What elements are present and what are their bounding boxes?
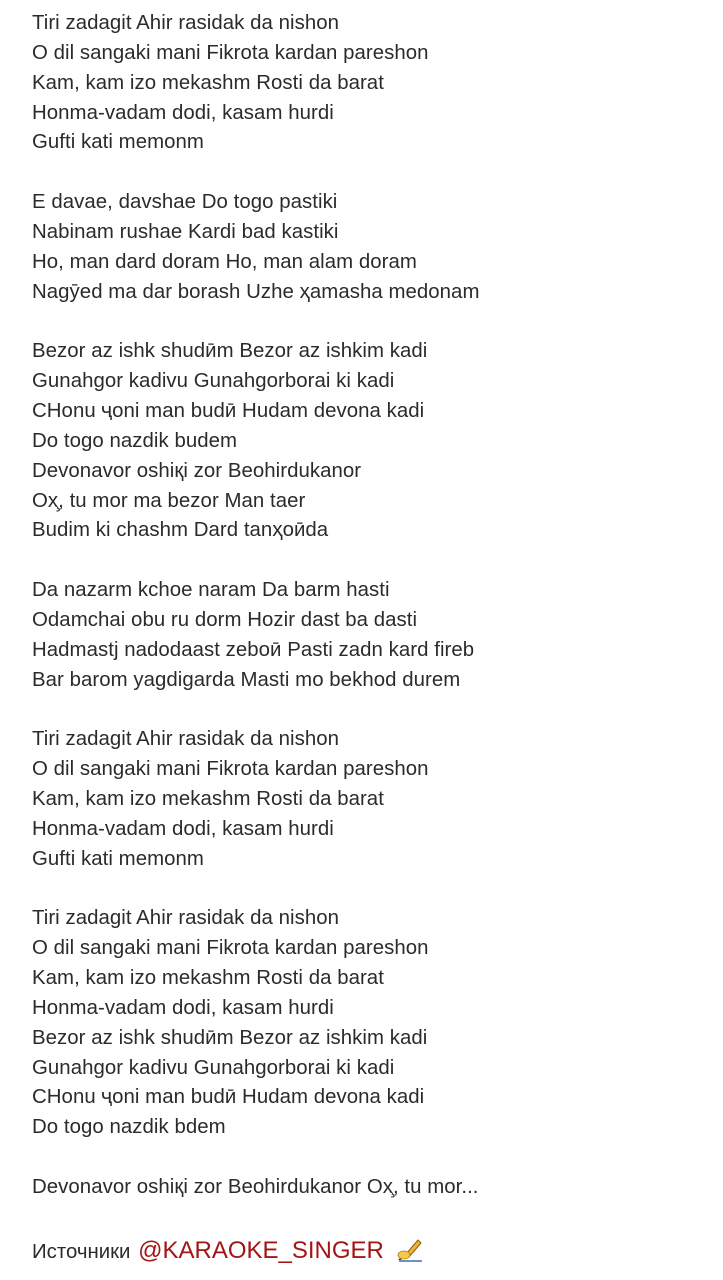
- lyrics-body: [32, 9, 712, 1233]
- lyric-line: O dil sangaki mani Fikrota kardan pareshon: [32, 758, 429, 781]
- lyric-line: Gufti kati memonm: [32, 131, 204, 154]
- lyric-line: Honma-vadam dodi, kasam hurdi: [32, 101, 334, 124]
- lyric-line: E davae, davshae Do togo pastiki: [32, 191, 338, 214]
- lyric-line: Bezor az ishk shudӣm Bezor az ishkim kadi: [32, 1026, 428, 1049]
- lyric-line: Kam, kam izo mekashm Rosti da barat: [32, 967, 384, 989]
- stanza: [32, 1173, 712, 1203]
- lyric-line: Kam, kam izo mekashm Rosti da barat: [32, 787, 384, 810]
- lyric-line: Gunahgor kadivu Gunahgorborai ki kadi: [32, 1056, 395, 1079]
- lyric-line: O dil sangaki mani Fikrota kardan pareshon: [32, 41, 429, 64]
- writing-hand-icon: [396, 1236, 424, 1262]
- stanza: [32, 904, 712, 1143]
- lyric-line: Kam, kam izo mekashm Rosti da barat: [32, 71, 384, 94]
- source-handle[interactable]: @KARAOKE_SINGER: [138, 1237, 384, 1264]
- lyric-line: Do togo nazdik budem: [32, 429, 238, 452]
- lyric-line: Devonavor oshiқi zor Beohirdukanor Oх̧, tu mor...: [32, 1175, 479, 1198]
- source-credit: [32, 1235, 424, 1268]
- lyric-line: Nagӯed ma dar borash Uzhe ҳamasha medonam: [32, 280, 480, 303]
- lyric-line: CHonu ҷoni man budӣ Hudam devona kadi: [32, 1086, 425, 1109]
- lyric-line: Da nazarm kchoe naram Da barm hasti: [32, 579, 390, 602]
- lyric-line: Bar barom yagdigarda Masti mo bekhod durem: [32, 668, 461, 691]
- lyric-line: Devonavor oshiқi zor Beohirdukanor: [32, 459, 362, 482]
- lyric-line: Tiri zadagit Ahir rasidak da nishon: [32, 12, 340, 34]
- lyric-line: Bezor az ishk shudӣm Bezor az ishkim kadi: [32, 340, 428, 363]
- lyric-line: Nabinam rushae Kardi bad kastiki: [32, 220, 339, 243]
- stanza: [32, 337, 712, 546]
- lyric-line: Tiri zadagit Ahir rasidak da nishon: [32, 907, 340, 930]
- source-label: Источники: [32, 1241, 131, 1263]
- lyric-line: Gunahgor kadivu Gunahgorborai ki kadi: [32, 370, 395, 393]
- stanza: [32, 9, 712, 158]
- lyric-line: Honma-vadam dodi, kasam hurdi: [32, 996, 334, 1019]
- lyric-line: Hadmastj nadodaast zeboӣ Pasti zadn kard fireb: [32, 638, 475, 661]
- lyric-line: Odamchai obu ru dorm Hozir dast ba dasti: [32, 608, 418, 631]
- lyric-line: Ho, man dard doram Ho, man alam doram: [32, 250, 417, 273]
- lyric-line: O dil sangaki mani Fikrota kardan pareshon: [32, 937, 429, 960]
- lyric-line: Gufti kati memonm: [32, 847, 204, 870]
- stanza: [32, 725, 712, 874]
- stanza: [32, 188, 712, 307]
- lyric-line: Budim ki chashm Dard tanҳoӣda: [32, 519, 329, 542]
- lyric-line: Tiri zadagit Ahir rasidak da nishon: [32, 728, 340, 751]
- lyric-line: Do togo nazdik bdem: [32, 1116, 226, 1139]
- lyric-line: Oх̧, tu mor ma bezor Man taer: [32, 489, 306, 512]
- lyric-line: CHonu ҷoni man budӣ Hudam devona kadi: [32, 399, 425, 422]
- stanza: [32, 576, 712, 695]
- lyric-line: Honma-vadam dodi, kasam hurdi: [32, 817, 334, 840]
